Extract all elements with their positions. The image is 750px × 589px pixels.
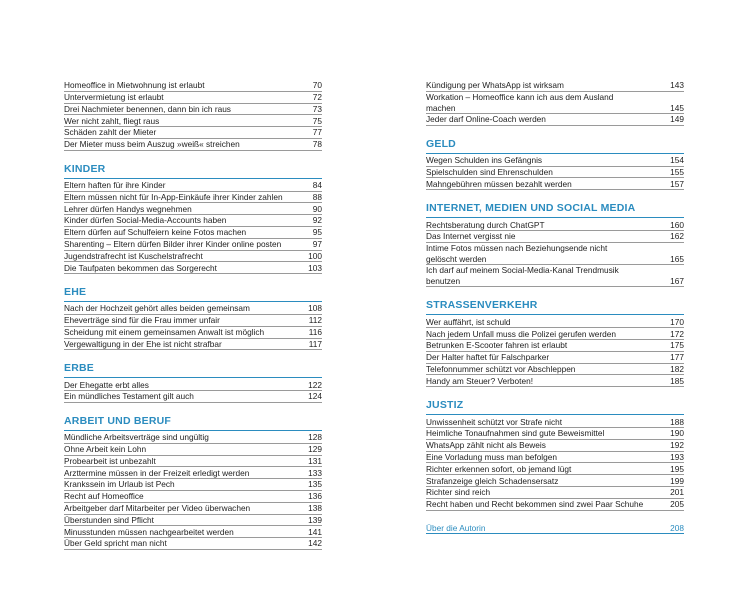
entry-page-number: 208: [670, 522, 684, 533]
entry-title: Untervermietung ist erlaubt: [64, 92, 164, 103]
toc-entry: [64, 215, 322, 227]
entry-title: Ein mündliches Testament gilt auch: [64, 391, 194, 402]
entry-title: Recht auf Homeoffice: [64, 491, 144, 502]
toc-entry: [64, 538, 322, 550]
entry-title: Richter erkennen sofort, ob jemand lügt: [426, 463, 572, 474]
toc-entry: [426, 487, 684, 499]
entry-title: Wegen Schulden ins Gefängnis: [426, 155, 543, 166]
toc-entry: [426, 340, 684, 352]
entry-page-number: 195: [670, 463, 684, 474]
entry-page-number: 103: [308, 262, 322, 273]
entry-page-number: 190: [670, 428, 684, 439]
section-heading-geld: GELD: [426, 138, 684, 154]
toc-entry: [64, 467, 322, 479]
toc-entry: [426, 375, 684, 387]
entry-page-number: 142: [308, 538, 322, 549]
toc-entry: [426, 364, 684, 376]
entry-title: Jugendstrafrecht ist Kuschelstrafrecht: [64, 250, 203, 261]
entry-page-number: 143: [670, 80, 684, 91]
entry-page-number: 155: [670, 166, 684, 177]
toc-entry: [426, 428, 684, 440]
entry-page-number: 188: [670, 416, 684, 427]
toc-left-page: [64, 80, 322, 550]
toc-entry: [64, 203, 322, 215]
entry-page-number: 131: [308, 455, 322, 466]
entry-title: Jeder darf Online-Coach werden: [426, 114, 546, 125]
toc-entry: [64, 339, 322, 351]
entry-title: Nach der Hochzeit gehört alles beiden gemeinsam: [64, 303, 250, 314]
entry-title: Arbeitgeber darf Mitarbeiter per Video überwachen: [64, 503, 251, 514]
entry-page-number: 182: [670, 363, 684, 374]
entry-title: Sharenting – Eltern dürfen Bilder ihrer Kinder online posten: [64, 239, 282, 250]
toc-entry: [426, 316, 684, 328]
entry-page-number: 129: [308, 444, 322, 455]
entry-page-number: 199: [670, 475, 684, 486]
toc-entry: [64, 327, 322, 339]
entry-title: Rechtsberatung durch ChatGPT: [426, 219, 545, 230]
toc-entry: [64, 456, 322, 468]
entry-title: Überstunden sind Pflicht: [64, 514, 154, 525]
entry-title: Betrunken E-Scooter fahren ist erlaubt: [426, 340, 568, 351]
entry-title: Mündliche Arbeitsverträge sind ungültig: [64, 432, 209, 443]
toc-entry: [426, 219, 684, 231]
entry-title: Mahngebühren müssen bezahlt werden: [426, 178, 572, 189]
toc-entry: [426, 452, 684, 464]
entry-page-number: 193: [670, 451, 684, 462]
entry-title: WhatsApp zählt nicht als Beweis: [426, 440, 546, 451]
entry-page-number: 95: [312, 227, 322, 238]
section-heading-erbe: ERBE: [64, 362, 322, 378]
entry-title: Workation – Homeoffice kann ich aus dem Ausland machen: [426, 92, 614, 113]
entry-title: Eltern müssen nicht für In-App-Einkäufe ihrer Kinder zahlen: [64, 191, 283, 202]
entry-page-number: 172: [670, 328, 684, 339]
entry-page-number: 92: [312, 215, 322, 226]
toc-entry: [426, 167, 684, 179]
entry-page-number: 141: [308, 526, 322, 537]
section-heading-internet-medien-und-social-media: INTERNET, MEDIEN UND SOCIAL MEDIA: [426, 202, 684, 218]
toc-entry: [426, 440, 684, 452]
toc-entry: [64, 379, 322, 391]
toc-entry: [426, 178, 684, 190]
entry-title: Arzttermine müssen in der Freizeit erledigt werden: [64, 467, 250, 478]
entry-page-number: 117: [308, 338, 322, 349]
toc-entry: [426, 352, 684, 364]
entry-page-number: 185: [670, 375, 684, 386]
entry-page-number: 73: [312, 103, 322, 114]
entry-page-number: 135: [308, 479, 322, 490]
toc-entry: [64, 491, 322, 503]
toc-entry: [426, 114, 684, 126]
entry-page-number: 128: [308, 432, 322, 443]
entry-title: Recht haben und Recht bekommen sind zwei Paar Schuhe: [426, 499, 644, 510]
section-heading-justiz: JUSTIZ: [426, 399, 684, 415]
entry-page-number: 75: [312, 115, 322, 126]
entry-page-number: 145: [670, 102, 684, 113]
entry-page-number: 205: [670, 499, 684, 510]
entry-title: Eltern haften für ihre Kinder: [64, 180, 166, 191]
toc-entry: [426, 80, 684, 92]
entry-title: Intime Fotos müssen nach Beziehungsende nicht gelöscht werden: [426, 243, 608, 264]
entry-page-number: 136: [308, 491, 322, 502]
entry-title: Eine Vorladung muss man befolgen: [426, 451, 557, 462]
toc-entry: [426, 243, 684, 265]
entry-title: Das Internet vergisst nie: [426, 231, 516, 242]
entry-title: Eltern dürfen auf Schulfeiern keine Fotos machen: [64, 227, 247, 238]
entry-page-number: 162: [670, 231, 684, 242]
toc-entry: [64, 315, 322, 327]
toc-entry: [426, 231, 684, 243]
toc-entry: [64, 139, 322, 151]
toc-entry: [426, 92, 684, 114]
section-heading-strassenverkehr: STRASSENVERKEHR: [426, 299, 684, 315]
entry-title: Wer nicht zahlt, fliegt raus: [64, 115, 160, 126]
toc-entry: [64, 192, 322, 204]
entry-page-number: 167: [670, 275, 684, 286]
entry-title: Lehrer dürfen Handys wegnehmen: [64, 203, 192, 214]
entry-page-number: 177: [670, 352, 684, 363]
entry-title: Heimliche Tonaufnahmen sind gute Beweismittel: [426, 428, 605, 439]
entry-title: Über die Autorin: [426, 522, 486, 533]
entry-title: Richter sind reich: [426, 487, 491, 498]
entry-title: Die Taufpaten bekommen das Sorgerecht: [64, 262, 217, 273]
entry-page-number: 165: [670, 253, 684, 264]
entry-page-number: 77: [312, 127, 322, 138]
section-heading-arbeit-und-beruf: ARBEIT UND BERUF: [64, 415, 322, 431]
entry-page-number: 160: [670, 219, 684, 230]
entry-page-number: 139: [308, 514, 322, 525]
entry-page-number: 201: [670, 487, 684, 498]
entry-page-number: 192: [670, 440, 684, 451]
section-heading-kinder: KINDER: [64, 163, 322, 179]
entry-title: Strafanzeige gleich Schadensersatz: [426, 475, 559, 486]
entry-title: Der Halter haftet für Falschparker: [426, 352, 550, 363]
entry-page-number: 154: [670, 155, 684, 166]
entry-title: Homeoffice in Mietwohnung ist erlaubt: [64, 80, 205, 91]
toc-entry: [64, 104, 322, 116]
entry-page-number: 175: [670, 340, 684, 351]
entry-page-number: 88: [312, 191, 322, 202]
entry-page-number: 116: [308, 327, 322, 338]
entry-page-number: 78: [312, 139, 322, 150]
toc-entry: [426, 155, 684, 167]
toc-entry: [64, 180, 322, 192]
toc-entry: [64, 503, 322, 515]
entry-page-number: 133: [308, 467, 322, 478]
toc-entry: [64, 526, 322, 538]
entry-title: Handy am Steuer? Verboten!: [426, 375, 534, 386]
entry-page-number: 72: [312, 92, 322, 103]
entry-title: Minusstunden müssen nachgearbeitet werden: [64, 526, 234, 537]
entry-page-number: 112: [308, 315, 322, 326]
entry-page-number: 108: [308, 303, 322, 314]
entry-page-number: 157: [670, 178, 684, 189]
entry-title: Probearbeit ist unbezahlt: [64, 455, 156, 466]
toc-entry: [64, 251, 322, 263]
entry-title: Krankssein im Urlaub ist Pech: [64, 479, 175, 490]
toc-entry: [64, 444, 322, 456]
entry-title: Schäden zahlt der Mieter: [64, 127, 157, 138]
toc-entry: [64, 127, 322, 139]
entry-title: Ohne Arbeit kein Lohn: [64, 444, 147, 455]
entry-title: Der Mieter muss beim Auszug »weiß« streichen: [64, 139, 240, 150]
entry-title: Drei Nachmieter benennen, dann bin ich raus: [64, 103, 231, 114]
entry-page-number: 170: [670, 316, 684, 327]
toc-entry: [64, 303, 322, 315]
toc-entry: [64, 239, 322, 251]
entry-page-number: 90: [312, 203, 322, 214]
toc-entry: [64, 80, 322, 92]
entry-page-number: 122: [308, 379, 322, 390]
toc-entry: [64, 432, 322, 444]
toc-right-page: [426, 80, 684, 534]
entry-page-number: 100: [308, 250, 322, 261]
entry-title: Kündigung per WhatsApp ist wirksam: [426, 80, 564, 91]
entry-page-number: 97: [312, 239, 322, 250]
entry-title: Eheverträge sind für die Frau immer unfair: [64, 315, 220, 326]
entry-title: Spielschulden sind Ehrenschulden: [426, 166, 553, 177]
entry-page-number: 84: [312, 180, 322, 191]
section-heading-ehe: EHE: [64, 286, 322, 302]
entry-title: Scheidung mit einem gemeinsamen Anwalt ist möglich: [64, 327, 265, 338]
entry-page-number: 138: [308, 503, 322, 514]
entry-title: Ich darf auf meinem Social-Media-Kanal Trendmusik benutzen: [426, 265, 619, 286]
toc-entry: [64, 227, 322, 239]
entry-page-number: 70: [312, 80, 322, 91]
toc-entry: [426, 463, 684, 475]
entry-page-number: 124: [308, 391, 322, 402]
entry-title: Nach jedem Unfall muss die Polizei gerufen werden: [426, 328, 617, 339]
toc-entry: [426, 416, 684, 428]
toc-entry: [426, 499, 684, 511]
toc-entry: [64, 92, 322, 104]
entry-title: Wer auffährt, ist schuld: [426, 316, 511, 327]
entry-page-number: 149: [670, 114, 684, 125]
toc-entry: [64, 115, 322, 127]
toc-entry: [426, 265, 684, 287]
entry-title: Über Geld spricht man nicht: [64, 538, 167, 549]
entry-title: Unwissenheit schützt vor Strafe nicht: [426, 416, 563, 427]
entry-title: Der Ehegatte erbt alles: [64, 379, 149, 390]
toc-entry: [64, 391, 322, 403]
entry-title: Kinder dürfen Social-Media-Accounts haben: [64, 215, 227, 226]
toc-entry: [426, 475, 684, 487]
toc-entry: [64, 479, 322, 491]
toc-entry: [426, 328, 684, 340]
toc-entry-about-author: [426, 523, 684, 535]
entry-title: Telefonnummer schützt vor Abschleppen: [426, 363, 576, 374]
toc-entry: [64, 262, 322, 274]
entry-title: Vergewaltigung in der Ehe ist nicht strafbar: [64, 338, 222, 349]
toc-entry: [64, 515, 322, 527]
